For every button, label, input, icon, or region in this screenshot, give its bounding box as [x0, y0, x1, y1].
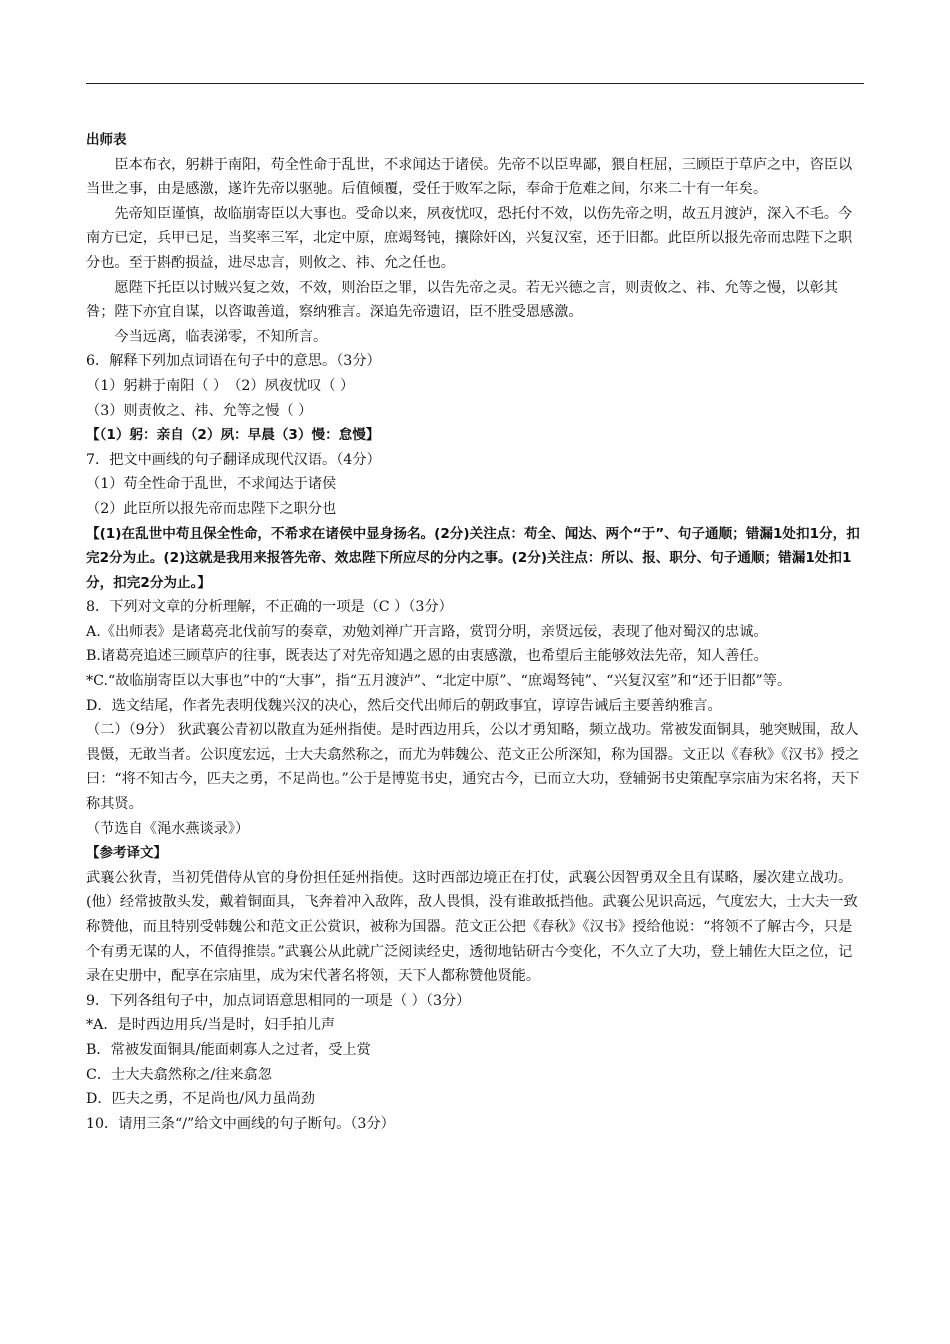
- question-8-option-d: D．选文结尾，作者先表明伐魏兴汉的决心，然后交代出师后的朝政事宜，谆谆告诫后主要善纳雅言。: [86, 697, 722, 714]
- question-9-option-d: D．匹夫之勇，不足尚也/风力虽尚劲: [86, 1091, 315, 1108]
- question-9-option-b: B．常被发面铜具/能面刺寡人之过者，受上赏: [86, 1041, 371, 1058]
- header-rule: [86, 83, 864, 84]
- passage-2-source: （节选自《渑水燕谈录》）: [86, 820, 250, 837]
- question-8-option-b: B.诸葛亮追述三顾草庐的往事，既表达了对先帝知遇之恩的由衷感激，也希望后主能够效法先帝，知人善任。: [86, 648, 768, 665]
- question-9-option-a: *A．是时西边用兵/当是时，妇手拍儿声: [86, 1017, 336, 1034]
- question-8-stem: 8．下列对文章的分析理解，不正确的一项是（C ）（3分）: [86, 599, 453, 616]
- question-6-line-2: （3）则责攸之、祎、允等之慢（ ）: [86, 402, 313, 419]
- question-7-line-2: （2）此臣所以报先帝而忠陛下之职分也: [86, 500, 337, 517]
- passage-paragraph-3: 愿陛下托臣以讨贼兴复之效，不效，则治臣之罪，以告先帝之灵。若无兴德之言，则责攸之、祎、允等之慢，以彰其咎；陛下亦宜自谋，以咨诹善道，察纳雅言。深追先帝遗诏，臣不胜受恩感激。: [86, 279, 838, 321]
- question-7-stem: 7．把文中画线的句子翻译成现代汉语。（4分）: [86, 451, 381, 468]
- translation-text: 武襄公狄青，当初凭借侍从官的身份担任延州指使。这时西部边境正在打仗，武襄公因智勇双全且有谋略，屡次建立战功。(他）经常披散头发，戴着铜面具，飞奔着冲入敌阵，敌人畏惧，没有谁敢抵挡他。武襄公见识高远，气度宏大，士大夫一致称赞他，而且特别受韩魏公和范文正公赏识，被称为国器。范文正公把《春秋》《汉书》授给他说：“将领不了解古今，只是个有勇无谋的人，不值得推崇。”武襄公从此就广泛阅读经史，透彻地钻研古今变化，不久立了大功，登上辅佐大臣之位，记录在史册中，配享在宗庙里，成为宋代著名将领，天下人都称赞他贤能。: [86, 869, 858, 985]
- question-7-answer: 【(1)在乱世中苟且保全性命，不希求在诸侯中显身扬名。(2分)关注点：苟全、闻达、两个“于”、句子通顺；错漏1处扣1分，扣完2分为止。(2)这就是我用来报答先帝、效忠陛下所应尽的分内之事。(2分)关注点：所以、报、职分、句子通顺；错漏1处扣1分，扣完2分为止。】: [86, 525, 860, 591]
- passage-paragraph-1: 臣本布衣，躬耕于南阳，苟全性命于乱世，不求闻达于诸侯。先帝不以臣卑鄙，猥自枉屈，三顾臣于草庐之中，咨臣以当世之事，由是感激，遂许先帝以驱驰。后值倾覆，受任于败军之际，奉命于危难之间，尔来二十有一年矣。: [86, 156, 853, 198]
- passage-paragraph-4: 今当远离，临表涕零，不知所言。: [114, 328, 328, 345]
- question-7-line-1: （1）苟全性命于乱世，不求闻达于诸侯: [86, 476, 337, 493]
- question-8-option-a: A.《出师表》是诸葛亮北伐前写的奏章，劝勉刘禅广开言路，赏罚分明，亲贤远佞，表现了他对蜀汉的忠诚。: [86, 623, 768, 640]
- question-8-option-c: *C.“故临崩寄臣以大事也”中的“大事”，指“五月渡泸”、“北定中原”、“庶竭驽钝”、“兴复汉室”和“还于旧都”等。: [86, 673, 792, 690]
- question-10-stem: 10．请用三条“/”给文中画线的句子断句。（3分）: [86, 1115, 395, 1132]
- passage-2-text: （二）（9分） 狄武襄公青初以散直为延州指使。是时西边用兵，公以才勇知略，频立战功。常被发面铜具，驰突贼围，敌人畏慑，无敢当者。公识度宏远，士大夫翕然称之，而尤为韩魏公、范文正公所深知，称为国器。文正以《春秋》《汉书》授之曰：“将不知古今，匹夫之勇，不足尚也。”公于是博览书史，通究古今，已而立大功，登辅弼书史策配享宗庙为宋名将，天下称其贤。: [86, 722, 860, 813]
- question-9-option-c: C．士大夫翕然称之/往来翕忽: [86, 1066, 272, 1083]
- question-9-stem: 9．下列各组句子中，加点词语意思相同的一项是（ ）（3分）: [86, 992, 471, 1009]
- passage-title: 出师表: [86, 132, 127, 148]
- document-body: [86, 128, 864, 1136]
- question-6-answer: 【（1）躬：亲自（2）夙：早晨（3）慢：怠慢】: [86, 427, 380, 444]
- translation-heading: 【参考译文】: [86, 845, 167, 862]
- question-6-stem: 6．解释下列加点词语在句子中的意思。（3分）: [86, 353, 381, 370]
- passage-paragraph-2: 先帝知臣谨慎，故临崩寄臣以大事也。受命以来，夙夜忧叹，恐托付不效，以伤先帝之明，故五月渡泸，深入不毛。今南方已定，兵甲已足，当奖率三军，北定中原，庶竭驽钝，攘除奸凶，兴复汉室，还于旧都。此臣所以报先帝而忠陛下之职分也。至于斟酌损益，进尽忠言，则攸之、祎、允之任也。: [86, 205, 853, 271]
- question-6-line-1: （1）躬耕于南阳（ ） （2）夙夜忧叹（ ）: [86, 377, 355, 394]
